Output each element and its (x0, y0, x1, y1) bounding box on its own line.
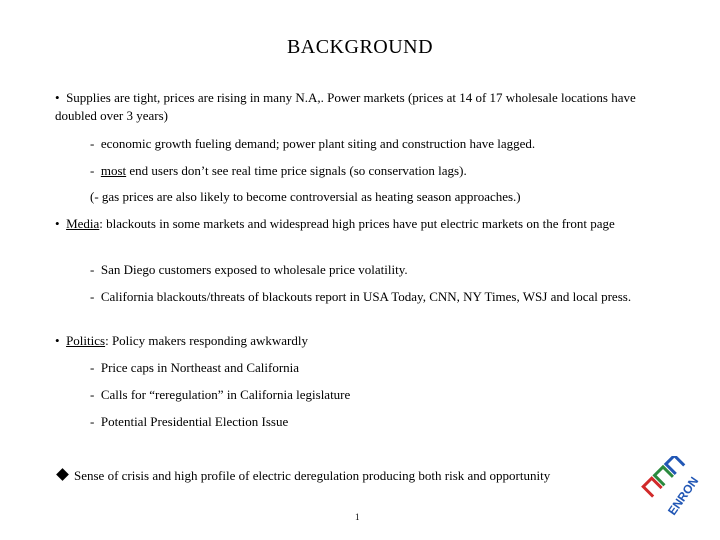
bullet-supplies (55, 89, 655, 125)
dash: - (90, 289, 95, 304)
media-label: Media (66, 216, 100, 231)
dash: - (90, 414, 95, 429)
sub-text: end users don’t see real time price signals (so conservation lags). (129, 163, 467, 178)
logo-text: ENRON (664, 474, 702, 518)
page-number: 1 (355, 512, 360, 522)
sub-text: economic growth fueling demand; power plant siting and construction have lagged. (100, 136, 536, 151)
bullet-media (55, 215, 655, 233)
conclusion-text: Sense of crisis and high profile of electric deregulation producing both risk and opportunity (74, 468, 551, 483)
sub-gas-prices: (- gas prices are also likely to become controversial as heating season approaches.) (90, 189, 521, 204)
dash: - (90, 262, 95, 277)
sub-reregulation (90, 386, 350, 404)
bullet-politics-text: : Policy makers responding awkwardly (105, 333, 308, 348)
bullet-supplies-text: Supplies are tight, prices are rising in many N.A,. Power markets (prices at 14 of 17 wholesale locations have doubled over 3 years) (55, 90, 636, 123)
dash: - (90, 360, 95, 375)
sub-text: California blackouts/threats of blackouts report in USA Today, CNN, NY Times, WSJ and local press. (100, 289, 632, 304)
bullet-marker: • (55, 333, 60, 348)
sub-text: Calls for “reregulation” in California legislature (100, 387, 351, 402)
most-emphasis: most (100, 163, 127, 178)
dash: - (90, 136, 95, 151)
sub-end-users (90, 162, 467, 180)
sub-election-issue (90, 413, 288, 431)
bullet-marker: • (55, 90, 60, 105)
bullet-politics (55, 332, 308, 350)
slide-title: BACKGROUND (286, 36, 434, 58)
sub-price-caps (90, 359, 299, 377)
sub-text: Price caps in Northeast and California (100, 360, 300, 375)
diamond-bullet-icon (56, 468, 69, 481)
dash: - (90, 387, 95, 402)
enron-logo-icon (640, 456, 720, 540)
politics-label: Politics (66, 333, 106, 348)
sub-text: Potential Presidential Election Issue (100, 414, 289, 429)
dash: - (90, 163, 95, 178)
sub-text: San Diego customers exposed to wholesale price volatility. (100, 262, 408, 277)
sub-economic-growth (90, 135, 535, 153)
bullet-media-text: : blackouts in some markets and widespread high prices have put electric markets on the front page (99, 216, 615, 231)
sub-san-diego (90, 261, 408, 279)
sub-california-blackouts (90, 288, 665, 306)
bullet-marker: • (55, 216, 60, 231)
